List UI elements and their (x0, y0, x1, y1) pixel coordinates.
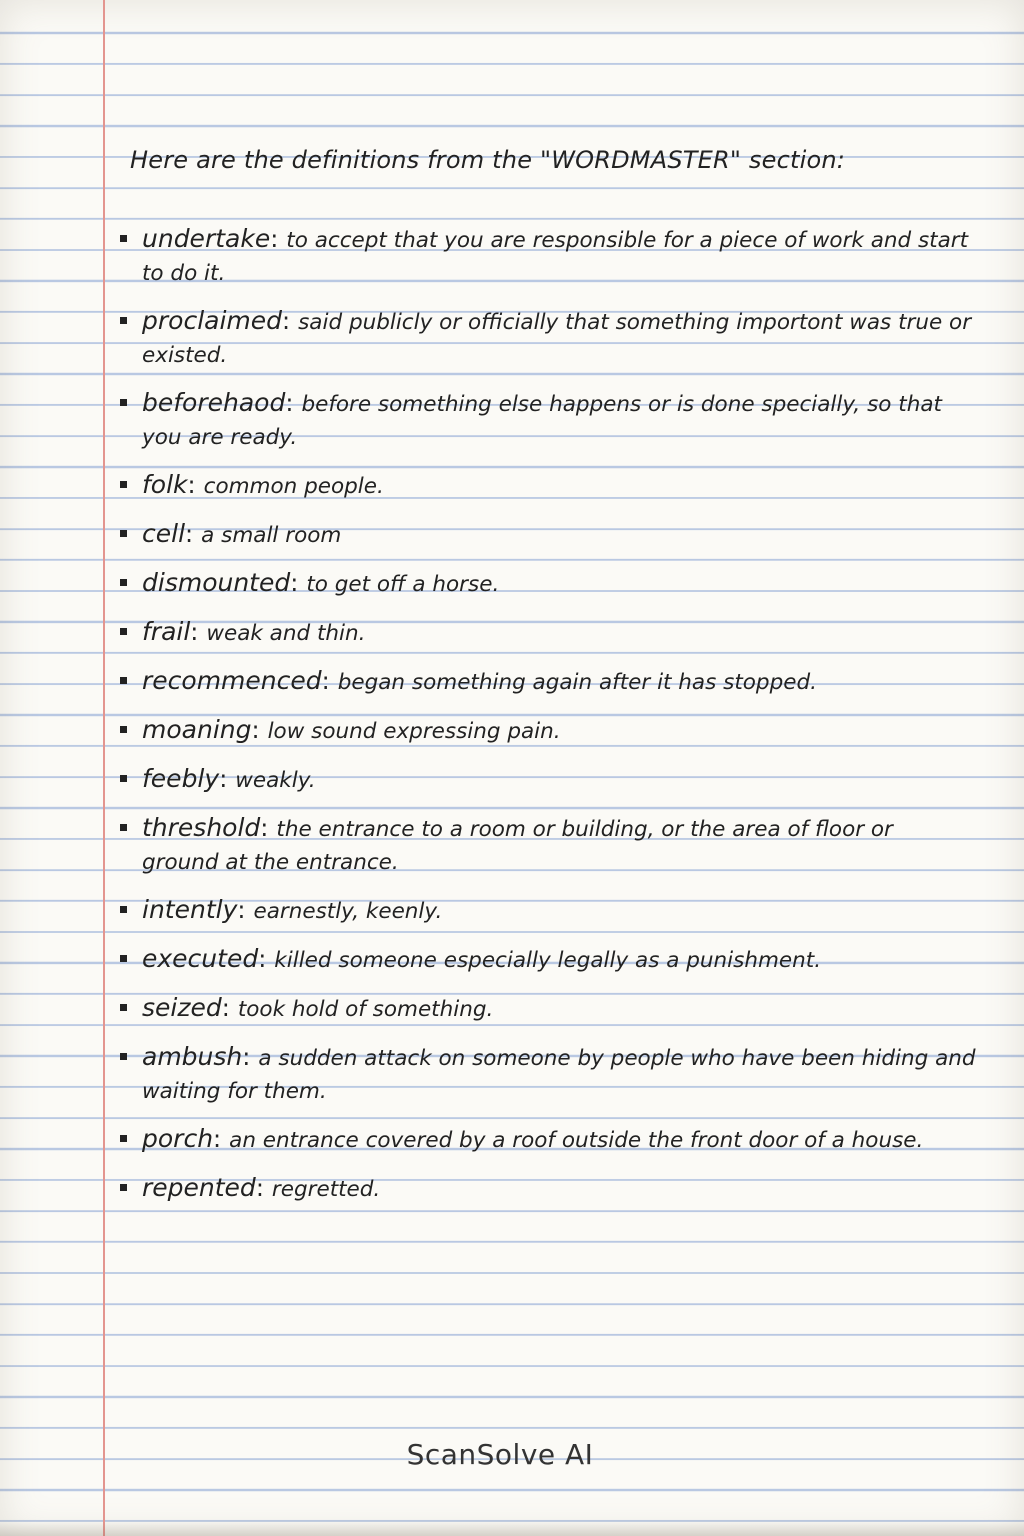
term: seized (142, 993, 222, 1022)
bullet-icon (120, 628, 127, 635)
colon: : (258, 945, 267, 973)
colon: : (213, 1125, 222, 1153)
term: beforehaod (142, 388, 286, 417)
intro-text: Here are the definitions from the "WORDMASTER" section: (130, 146, 846, 174)
colon: : (290, 569, 299, 597)
list-item (116, 615, 976, 650)
list-item (116, 468, 976, 503)
meaning: common people. (203, 474, 384, 499)
list-item (116, 991, 976, 1026)
meaning: killed someone especially legally as a punishment. (274, 948, 822, 973)
bullet-icon (120, 235, 127, 242)
bullet-icon (120, 1135, 127, 1142)
bullet-icon (120, 726, 127, 733)
list-item (116, 1171, 976, 1206)
term: repented (142, 1173, 256, 1202)
term: ambush (142, 1042, 243, 1071)
colon: : (251, 716, 260, 744)
bullet-icon (120, 1004, 127, 1011)
bullet-icon (120, 775, 127, 782)
list-item (116, 1122, 976, 1157)
meaning: earnestly, keenly. (253, 899, 443, 924)
definitions-list (116, 222, 976, 1206)
term: proclaimed (142, 306, 283, 335)
meaning: a small room (201, 523, 342, 548)
colon: : (282, 307, 291, 335)
term: intently (142, 895, 238, 924)
bullet-icon (120, 399, 127, 406)
colon: : (237, 896, 246, 924)
meaning: to get off a horse. (306, 572, 500, 597)
list-item (116, 762, 976, 797)
colon: : (219, 765, 228, 793)
term: moaning (142, 715, 252, 744)
term: cell (142, 519, 186, 548)
bullet-icon (120, 824, 127, 831)
meaning: regretted. (271, 1177, 381, 1202)
term: recommenced (142, 666, 322, 695)
bullet-icon (120, 481, 127, 488)
bullet-icon (120, 317, 127, 324)
list-item (116, 566, 976, 601)
colon: : (255, 1174, 264, 1202)
meaning: the entrance to a room or building, or the area of floor or ground at the entrance. (142, 817, 893, 875)
meaning: low sound expressing pain. (267, 719, 561, 744)
bullet-icon (120, 530, 127, 537)
term: executed (142, 944, 259, 973)
term: undertake (142, 224, 271, 253)
term: threshold (142, 813, 261, 842)
bullet-icon (120, 1184, 127, 1191)
meaning: weakly. (235, 768, 316, 793)
list-item (116, 304, 976, 372)
meaning: weak and thin. (206, 621, 366, 646)
term: feebly (142, 764, 220, 793)
colon: : (242, 1043, 251, 1071)
margin-line (103, 0, 105, 1536)
list-item (116, 713, 976, 748)
colon: : (221, 994, 230, 1022)
colon: : (321, 667, 330, 695)
list-item (116, 811, 976, 879)
list-item (116, 517, 976, 552)
list-item (116, 942, 976, 977)
term: frail (142, 617, 191, 646)
meaning: said publicly or officially that something importont was true or existed. (142, 310, 972, 368)
term: dismounted (142, 568, 291, 597)
footer-watermark: ScanSolve AI (406, 1438, 594, 1471)
bullet-icon (120, 677, 127, 684)
list-item (116, 1040, 976, 1108)
colon: : (187, 471, 196, 499)
meaning: before something else happens or is done specially, so that you are ready. (142, 392, 942, 450)
meaning: took hold of something. (237, 997, 494, 1022)
colon: : (260, 814, 269, 842)
meaning: began something again after it has stopped. (337, 670, 817, 695)
term: folk (142, 470, 188, 499)
list-item (116, 386, 976, 454)
meaning: an entrance covered by a roof outside the front door of a house. (229, 1128, 924, 1153)
meaning: a sudden attack on someone by people who have been hiding and waiting for them. (142, 1046, 976, 1104)
colon: : (185, 520, 194, 548)
colon: : (190, 618, 199, 646)
list-item (116, 222, 976, 290)
definitions-content (116, 138, 976, 1220)
bullet-icon (120, 579, 127, 586)
meaning: to accept that you are responsible for a piece of work and start to do it. (142, 228, 969, 286)
list-item (116, 893, 976, 928)
list-item (116, 664, 976, 699)
bullet-icon (120, 955, 127, 962)
bullet-icon (120, 1053, 127, 1060)
colon: : (285, 389, 294, 417)
term: porch (142, 1124, 214, 1153)
colon: : (270, 225, 279, 253)
bullet-icon (120, 906, 127, 913)
